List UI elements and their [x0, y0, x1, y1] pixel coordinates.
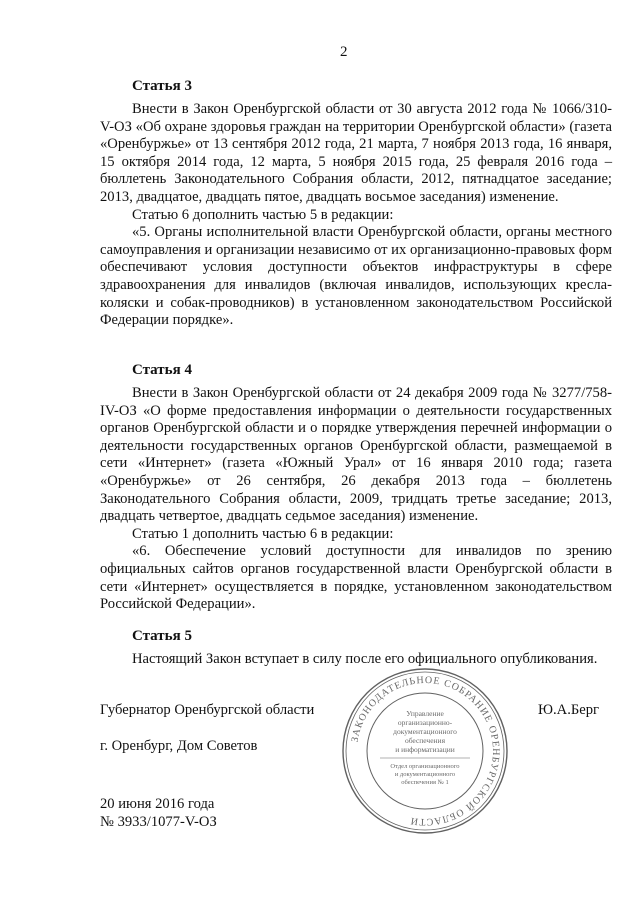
article-paragraph: Внести в Закон Оренбургской области от 24 декабря 2009 года № 3277/758-IV-ОЗ «О форме предоставления информации о деятельности государственных органов Оренбургской области и о порядке утверждения перечней информации о деятельности государственных органов Оренбургской области, размещаемой в сети «Интернет» (газета «Южный Урал» от 16 января 2010 года; газета «Оренбуржье» от 26 сентября, 26 декабря 2013 года – бюллетень Законодательного Собрания области, 2009, тридцать третье заседание; 2013, двадцать четвертое, двадцать седьмое заседания) изменение. [100, 385, 612, 525]
governor-title: Губернатор Оренбургской области [100, 702, 315, 718]
seal-ring-text: ЗАКОНОДАТЕЛЬНОЕ СОБРАНИЕ ОРЕНБУРГСКОЙ ОБЛАСТИ [349, 674, 502, 828]
svg-text:обеспечения № 1: обеспечения № 1 [401, 779, 449, 786]
article-5 [100, 628, 612, 669]
article-paragraph: Внести в Закон Оренбургской области от 30 августа 2012 года № 1066/310-V-ОЗ «Об охране здоровья граждан на территории Оренбургской области» (газета «Оренбуржье» от 13 сентября 2012 года, 21 марта, 7 ноября 2013 года, 16 января, 15 октября 2014 года, 12 марта, 5 ноября 2015 года, 25 февраля 2016 года – бюллетень Законодательного Собрания области, 2012, пятнадцатое заседание; 2013, двадцатое, двадцать пятое, двадцать восьмое заседания) изменение. [100, 101, 612, 205]
article-heading: Статья 5 [132, 628, 192, 644]
article-heading: Статья 4 [132, 362, 192, 378]
official-seal-stamp [340, 666, 510, 836]
svg-text:документационного: документационного [393, 727, 457, 736]
page-number: 2 [340, 44, 348, 60]
signing-date: 20 июня 2016 года [100, 796, 215, 812]
article-paragraph: Настоящий Закон вступает в силу после его официального опубликования. [132, 651, 598, 667]
article-paragraph: «6. Обеспечение условий доступности для инвалидов по зрению официальных сайтов органов государственной власти Оренбургской области в сети «Интернет» осуществляется в порядке, установленном законодательством Российской Федерации». [100, 543, 612, 613]
signatory-name: Ю.А.Берг [538, 702, 599, 718]
article-paragraph: «5. Органы исполнительной власти Оренбургской области, органы местного самоуправления и организации независимо от их организационно-правовых форм обеспечивают условия доступности объектов инфраструктуры в сфере здравоохранения для инвалидов (включая инвалидов, использующих кресла-коляски и собак-проводников) в установленном законодательством Российской Федерации порядке». [100, 224, 612, 329]
article-paragraph: Статью 1 дополнить частью 6 в редакции: [132, 525, 394, 542]
law-number: № 3933/1077-V-ОЗ [100, 814, 217, 830]
article-3 [100, 78, 612, 330]
article-heading: Статья 3 [132, 78, 192, 94]
article-paragraph: Статью 6 дополнить частью 5 в редакции: [132, 206, 394, 223]
svg-text:и информатизации: и информатизации [395, 745, 455, 754]
svg-text:обеспечения: обеспечения [404, 736, 446, 745]
svg-text:Управление: Управление [406, 709, 444, 718]
svg-text:и документационного: и документационного [394, 771, 456, 778]
svg-text:организационно-: организационно- [397, 718, 453, 727]
svg-text:Отдел организационного: Отдел организационного [390, 763, 460, 770]
article-4 [100, 362, 612, 614]
signing-place: г. Оренбург, Дом Советов [100, 738, 258, 754]
